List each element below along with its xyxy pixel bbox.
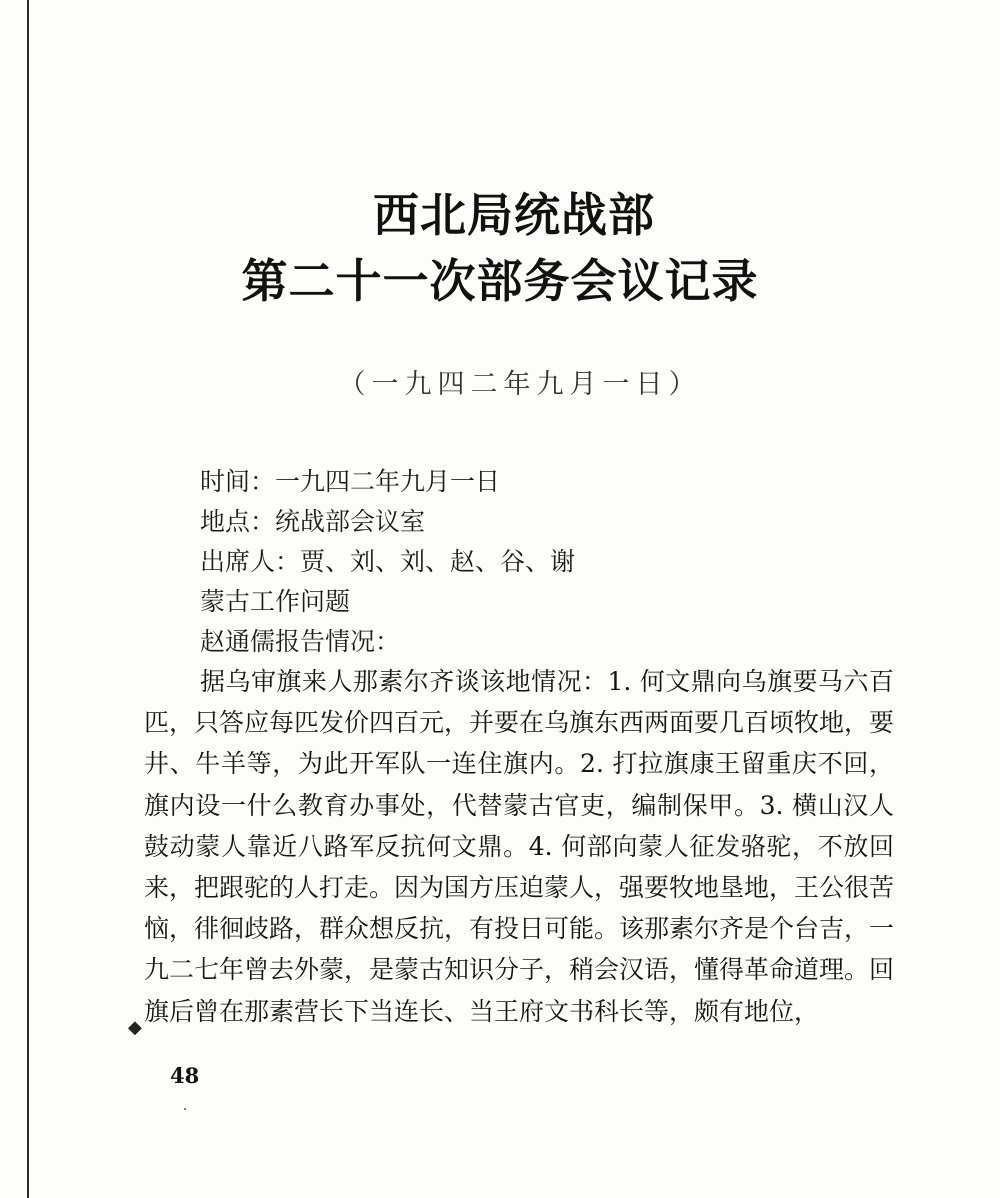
meeting-place: 地点：统战部会议室 (200, 507, 426, 536)
meeting-metadata (200, 462, 900, 662)
title-line-2: 第二十一次部务会议记录 (241, 254, 759, 308)
document-date: （一九四二年九月一日） (338, 369, 702, 400)
margin-mark-icon: ◆ (128, 1017, 142, 1038)
document-title (0, 182, 1000, 314)
scan-speck (184, 1108, 186, 1110)
page-number: 48 (170, 1063, 200, 1088)
meeting-topic: 蒙古工作问题 (200, 587, 351, 616)
meeting-time: 时间：一九四二年九月一日 (200, 467, 501, 496)
title-line-1: 西北局统战部 (373, 188, 655, 242)
meeting-reporter: 赵通儒报告情况： (200, 627, 401, 656)
meeting-attendees: 出席人：贾、刘、刘、赵、谷、谢 (200, 547, 576, 576)
body-paragraph: 据乌审旗来人那素尔齐谈该地情况：1. 何文鼎向乌旗要马六百匹，只答应每匹发价四百元，并要在乌旗东西两面要几百顷牧地，要井、牛羊等，为此开军队一连住旗内。2. 打拉旗康王留重庆不回，旗内设一什么教育办事处，代替蒙古官吏，编制保甲。3. 横山汉人鼓动蒙人靠近八路军反抗何文鼎。4. 何部向蒙人征发骆驼，不放回来，把跟驼的人打走。因为国方压迫蒙人，强要牧地垦地，王公很苦恼，徘徊歧路，群众想反抗，有投日可能。该那素尔齐是个台吉，一九二七年曾去外蒙，是蒙古知识分子，稍会汉语，懂得革命道理。回旗后曾在那素营长下当连长、当王府文书科长等，颇有地位， (144, 667, 895, 1026)
page-left-border (27, 0, 29, 1198)
